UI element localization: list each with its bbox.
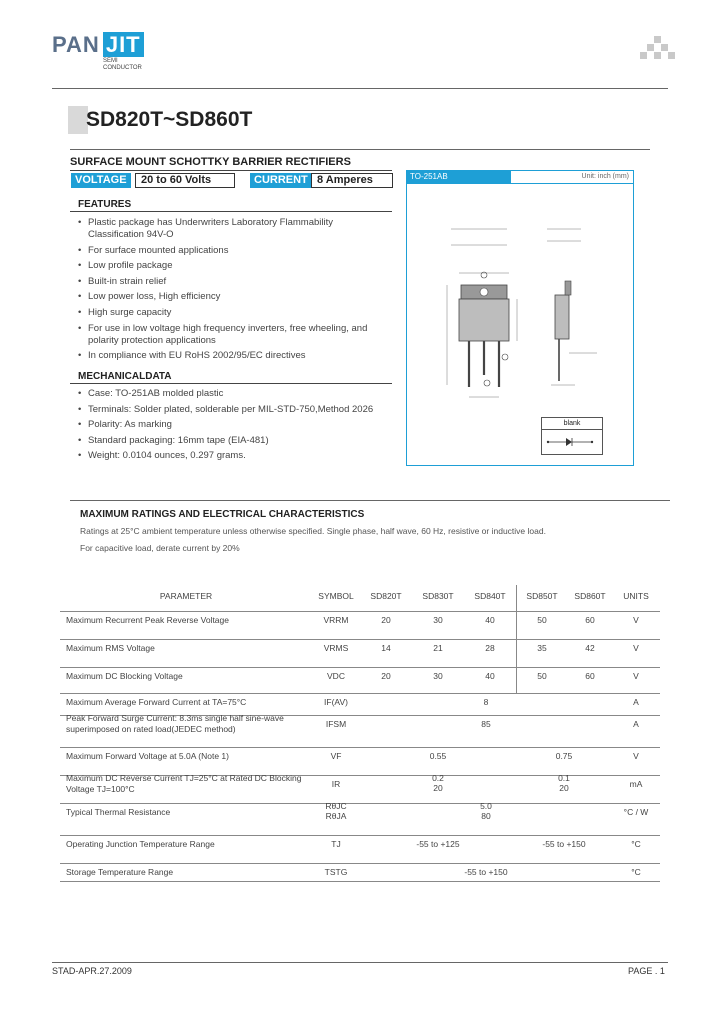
table-value-cell: 0.75 [555,751,573,761]
corner-dots-decoration [640,36,676,66]
marking-box [541,417,603,455]
table-value-cell: 0.2 20 [432,773,444,793]
footer-date: STAD-APR.27.2009 [52,966,132,976]
table-value-cell: 30 [433,615,443,625]
table-symbol-cell: VDC [327,671,345,681]
header-rule [52,88,668,89]
table-param-cell: Maximum RMS Voltage [66,643,155,653]
table-value-cell: -55 to +150 [542,839,586,849]
mechanical-item: • Case: TO-251AB molded plastic [78,388,398,400]
mechanical-rule [70,383,392,384]
table-header-cell: SD830T [422,591,454,601]
mechanical-item: • Terminals: Solder plated, solderable per MIL-STD-750,Method 2026 [78,404,398,416]
voltage-label: VOLTAGE [71,173,131,188]
title-accent [68,106,88,134]
table-symbol-cell: IFSM [325,719,347,729]
feature-item: • Low profile package [78,260,388,272]
table-header-cell: UNITS [623,591,649,601]
table-unit-cell: V [633,751,639,761]
table-header-cell: SD860T [574,591,606,601]
table-unit-cell: °C / W [623,807,649,817]
table-symbol-cell: IF(AV) [324,697,348,707]
feature-item: • For use in low voltage high frequency inverters, free wheeling, and polarity protection applications [78,323,388,347]
table-param-cell: Maximum DC Blocking Voltage [66,671,183,681]
table-header-cell: SYMBOL [318,591,354,601]
table-symbol-cell: VF [330,751,342,761]
table-unit-cell: °C [631,839,641,849]
package-diagram [406,170,634,466]
package-drawing [407,185,633,425]
table-value-cell: 85 [481,719,491,729]
table-param-cell: Maximum Recurrent Peak Reverse Voltage [66,615,229,625]
table-symbol-cell: VRRM [323,615,349,625]
package-name: TO-251AB [407,171,511,183]
table-param-cell: Typical Thermal Resistance [66,807,171,817]
brand-name-a: PAN [52,32,100,57]
table-value-cell: 50 [537,615,547,625]
brand-sub-line2: CONDUCTOR [103,65,142,71]
current-value: 8 Amperes [311,173,393,188]
table-symbol-cell: TJ [331,839,341,849]
marking-label: blank [542,418,602,430]
table-unit-cell: V [633,615,639,625]
table-value-cell: -55 to +150 [464,867,508,877]
table-value-cell: 5.0 80 [480,801,492,821]
table-row-divider [60,747,660,748]
table-header-cell: SD820T [370,591,402,601]
ratings-note-2: For capacitive load, derate current by 20% [80,543,240,553]
table-unit-cell: V [633,643,639,653]
feature-item: • Built-in strain relief [78,276,388,288]
brand-name-b: JIT [103,32,144,57]
voltage-value: 20 to 60 Volts [135,173,235,188]
features-list [78,217,388,366]
table-value-cell: 40 [485,615,495,625]
product-subtitle: SURFACE MOUNT SCHOTTKY BARRIER RECTIFIERS [70,156,351,168]
table-symbol-cell: RθJC RθJA [325,801,347,821]
unit-label: Unit: inch (mm) [581,173,629,180]
table-value-cell: 20 [381,671,391,681]
diagram-header [407,171,633,184]
features-heading: FEATURES [78,199,132,210]
table-unit-cell: V [633,671,639,681]
table-value-cell: 35 [537,643,547,653]
brand-subtitle [103,58,142,72]
table-value-cell: 28 [485,643,495,653]
brand-logo [52,32,144,58]
table-param-cell: Operating Junction Temperature Range [66,839,215,849]
brand-sub-line1: SEMI [103,58,118,64]
mechanical-item: • Weight: 0.0104 ounces, 0.297 grams. [78,450,398,462]
footer-page: PAGE . 1 [628,966,665,976]
table-row-divider [60,835,660,836]
table-value-cell: 21 [433,643,443,653]
page-title: SD820T~SD860T [86,108,253,131]
table-symbol-cell: TSTG [324,867,348,877]
feature-item: • High surge capacity [78,307,388,319]
table-row-divider [60,639,660,640]
table-symbol-cell: IR [331,779,341,789]
mechanical-list [78,388,398,466]
table-value-cell: 40 [485,671,495,681]
table-param-cell: Maximum DC Reverse Current TJ=25°C at Rated DC Blocking Voltage TJ=100°C [66,773,302,794]
mechanical-item: • Standard packaging: 16mm tape (EIA-481) [78,435,398,447]
feature-item: • Low power loss, High efficiency [78,291,388,303]
table-param-cell: Peak Forward Surge Current: 8.3ms single half sine-wave superimposed on rated load(JEDEC method) [66,713,284,734]
mechanical-item: • Polarity: As marking [78,419,398,431]
table-param-cell: Maximum Average Forward Current at TA=75°C [66,697,247,707]
table-row-divider [60,667,660,668]
table-value-cell: 0.55 [429,751,447,761]
table-value-cell: 60 [585,615,595,625]
table-row-divider [60,693,660,694]
table-value-cell: 14 [381,643,391,653]
table-header-cell: PARAMETER [159,591,213,601]
footer-rule [52,962,668,963]
current-label: CURRENT [250,173,312,188]
feature-item: • Plastic package has Underwriters Laboratory Flammability Classification 94V-O [78,217,388,241]
table-symbol-cell: VRMS [323,643,349,653]
table-row-divider [60,611,660,612]
ratings-rule [70,500,670,501]
features-rule [70,211,392,212]
feature-item: • In compliance with EU RoHS 2002/95/EC directives [78,350,388,362]
table-param-cell: Maximum Forward Voltage at 5.0A (Note 1) [66,751,229,761]
table-value-cell: 60 [585,671,595,681]
table-header-cell: SD840T [474,591,506,601]
table-header-cell: SD850T [526,591,558,601]
table-row-divider [60,863,660,864]
table-value-cell: 50 [537,671,547,681]
title-rule [70,149,650,150]
ratings-note-1: Ratings at 25°C ambient temperature unless otherwise specified. Single phase, half wave, 60 Hz, resistive or inductive load. [80,526,546,536]
table-value-cell: 42 [585,643,595,653]
table-row-divider [60,881,660,882]
table-unit-cell: A [633,697,639,707]
table-unit-cell: mA [629,779,643,789]
diode-symbol-icon [542,430,602,454]
table-unit-cell: A [633,719,639,729]
table-value-cell: -55 to +125 [416,839,460,849]
subtitle-rule [70,170,392,171]
mechanical-heading: MECHANICALDATA [78,371,172,382]
table-unit-cell: °C [631,867,641,877]
table-param-cell: Storage Temperature Range [66,867,174,877]
ratings-heading: MAXIMUM RATINGS AND ELECTRICAL CHARACTERISTICS [80,509,365,520]
table-value-cell: 0.1 20 [558,773,570,793]
table-value-cell: 8 [483,697,489,707]
table-value-cell: 20 [381,615,391,625]
table-value-cell: 30 [433,671,443,681]
feature-item: • For surface mounted applications [78,245,388,257]
